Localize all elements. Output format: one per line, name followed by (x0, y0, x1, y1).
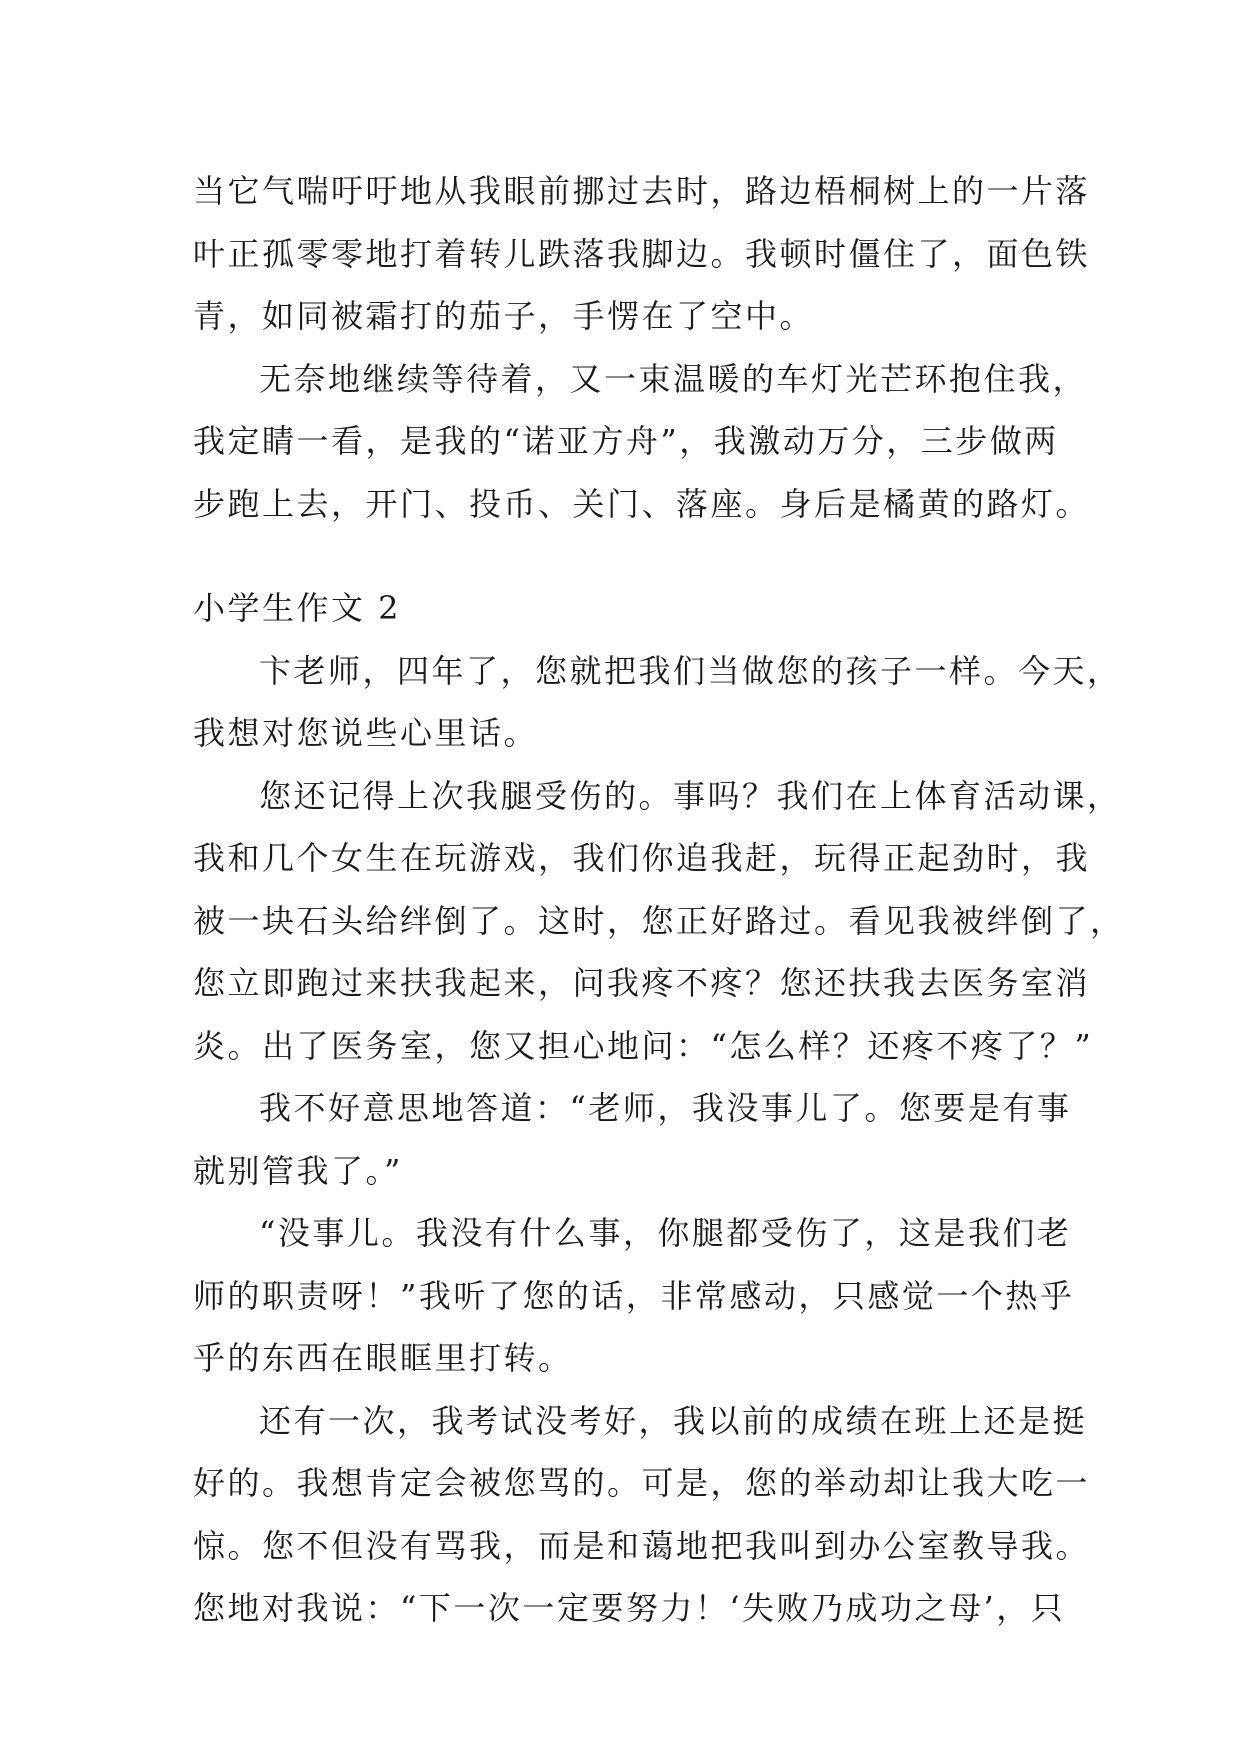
text-line: 乎的东西在眼眶里打转。 (193, 1339, 573, 1377)
text-line: 您地对我说：“下一次一定要努力！‘失败乃成功之母’，只 (193, 1589, 1066, 1627)
paragraph-start-line: “没事儿。我没有什么事，你腿都受伤了，这是我们老 (259, 1214, 1072, 1252)
section-gap (193, 535, 1073, 577)
paragraph-start-line: 无奈地继续等待着，又一束温暖的车灯光芒环抱住我， (259, 359, 1088, 398)
text-line: 师的职责呀！”我听了您的话，非常感动，只感觉一个热乎 (193, 1276, 1075, 1315)
essay-title: 小学生作文 2 (193, 589, 402, 627)
text-line: 我定睛一看，是我的“诺亚方舟”，我激动万分，三步做两 (193, 422, 1059, 460)
text-line: 好的。我想肯定会被您骂的。可是，您的举动却让我大吃一 (193, 1464, 1091, 1502)
paragraph-start-line: 您还记得上次我腿受伤的。事吗？我们在上体育活动课， (259, 776, 1122, 815)
text-line: 被一块石头给绊倒了。这时，您正好路过。看见我被绊倒了， (193, 901, 1125, 940)
paragraph-start-line: 我不好意思地答道：“老师，我没事儿了。您要是有事 (259, 1089, 1072, 1127)
text-line: 您立即跑过来扶我起来，问我疼不疼？您还扶我去医务室消 (193, 964, 1091, 1002)
text-line: 就别管我了。” (193, 1151, 403, 1190)
text-line: 我和几个女生在玩游戏，我们你追我赶，玩得正起劲时，我 (193, 839, 1091, 877)
paragraph-start-line: 卞老师，四年了，您就把我们当做您的孩子一样。今天， (259, 651, 1122, 690)
paragraph-start-line: 还有一次，我考试没考好，我以前的成绩在班上还是挺 (259, 1401, 1088, 1440)
text-line: 当它气喘吁吁地从我眼前挪过去时，路边梧桐树上的一片落 (193, 172, 1091, 210)
document-body (193, 160, 1125, 1640)
text-line: 青，如同被霜打的茄子，手愣在了空中。 (193, 297, 815, 335)
text-line: 叶正孤零零地打着转儿跌落我脚边。我顿时僵住了，面色铁 (193, 234, 1091, 273)
text-line: 炎。出了医务室，您又担心地问：“怎么样？还疼不疼了？” (193, 1026, 1094, 1065)
text-line: 我想对您说些心里话。 (193, 714, 539, 752)
text-line: 步跑上去，开门、投币、关门、落座。身后是橘黄的路灯。 (193, 484, 1091, 523)
text-line: 惊。您不但没有骂我，而是和蔼地把我叫到办公室教导我。 (193, 1526, 1091, 1565)
